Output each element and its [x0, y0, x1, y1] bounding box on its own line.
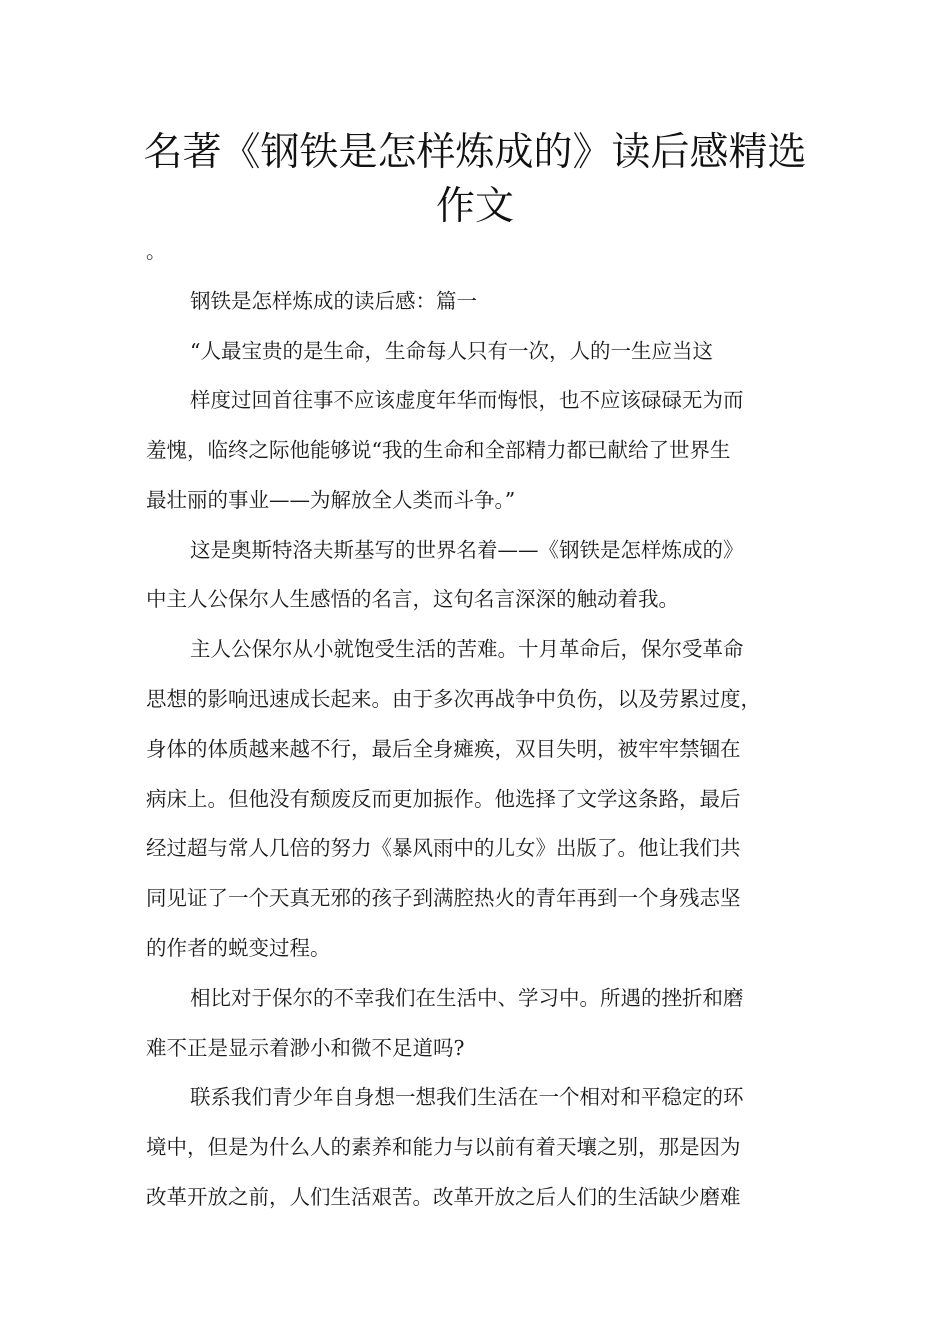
- text-line: 联系我们青少年自身想一想我们生活在一个相对和平稳定的环: [190, 1085, 744, 1109]
- text-line: 中主人公保尔人生感悟的名言，这句名言深深的触动着我。: [146, 587, 679, 611]
- document-title: [100, 126, 850, 234]
- text-line: 这是奥斯特洛夫斯基写的世界名着——《钢铁是怎样炼成的》: [190, 538, 744, 562]
- text-line: 的作者的蜕变过程。: [146, 936, 331, 960]
- title-line-1: 名著《钢铁是怎样炼成的》读后感精选: [143, 130, 807, 175]
- title-line-2: 作文: [435, 184, 514, 229]
- text-line: 羞愧，临终之际他能够说“我的生命和全部精力都已献给了世界生: [146, 438, 731, 462]
- text-line: 经过超与常人几倍的努力《暴风雨中的儿女》出版了。他让我们共: [146, 836, 741, 860]
- section-heading: 钢铁是怎样炼成的读后感：篇一: [190, 289, 477, 313]
- text-line: 身体的体质越来越不行，最后全身瘫痪，双目失明，被牢牢禁锢在: [146, 737, 741, 761]
- text-line: 境中，但是为什么人的素养和能力与以前有着天壤之别，那是因为: [146, 1135, 741, 1159]
- text-line: “人最宝贵的是生命，生命每人只有一次，人的一生应当这: [190, 339, 713, 363]
- text-line: 最壮丽的事业——为解放全人类而斗争。”: [146, 488, 516, 512]
- text-line: 难不正是显示着渺小和微不足道吗?: [146, 1036, 465, 1060]
- text-line: 病床上。但他没有颓废反而更加振作。他选择了文学这条路，最后: [146, 787, 741, 811]
- text-line: 相比对于保尔的不幸我们在生活中、学习中。所遇的挫折和磨: [190, 986, 744, 1010]
- leading-mark: 。: [146, 239, 166, 263]
- text-line: 样度过回首往事不应该虚度年华而悔恨，也不应该碌碌无为而: [190, 388, 744, 412]
- text-line: 同见证了一个天真无邪的孩子到满腔热火的青年再到一个身残志坚: [146, 886, 741, 910]
- text-line: 改革开放之前，人们生活艰苦。改革开放之后人们的生活缺少磨难: [146, 1185, 741, 1209]
- text-line: 思想的影响迅速成长起来。由于多次再战争中负伤，以及劳累过度，: [146, 687, 761, 711]
- text-line: 主人公保尔从小就饱受生活的苦难。十月革命后，保尔受革命: [190, 637, 744, 661]
